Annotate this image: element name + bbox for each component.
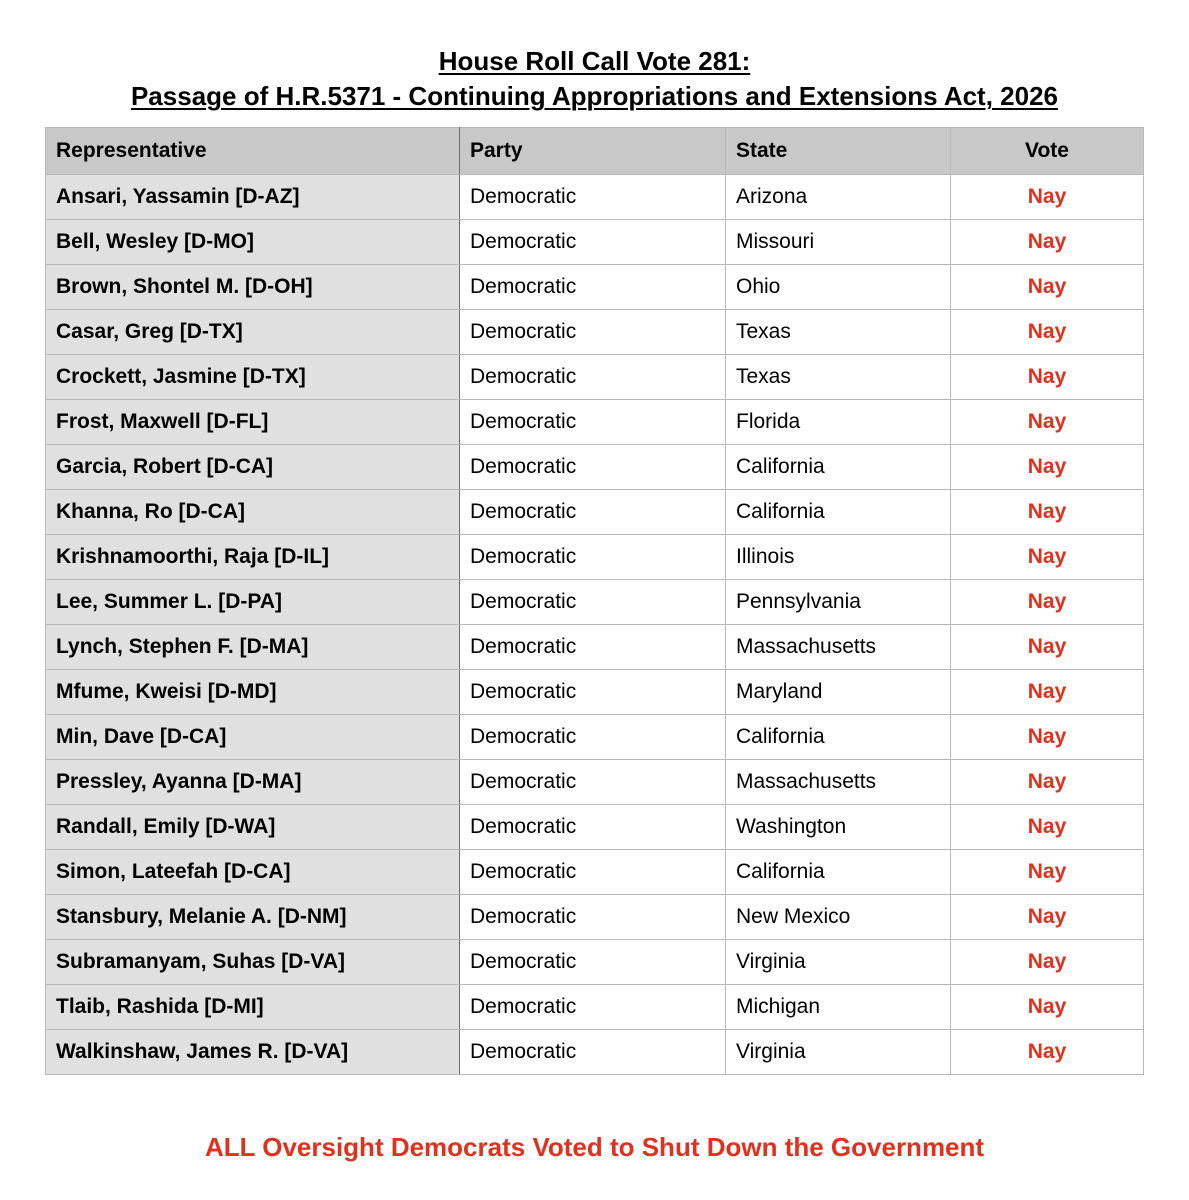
table-row (46, 760, 1144, 805)
footer-callout: ALL Oversight Democrats Voted to Shut Down the Government (204, 1132, 985, 1162)
vote-cell: Nay (951, 760, 1144, 805)
vote-cell: Nay (951, 670, 1144, 715)
party-cell: Democratic (460, 760, 726, 805)
party-cell: Democratic (460, 895, 726, 940)
party-cell: Democratic (460, 850, 726, 895)
table-row (46, 670, 1144, 715)
state-cell: Illinois (726, 535, 951, 580)
state-cell: New Mexico (726, 895, 951, 940)
page-title-line1: House Roll Call Vote 281: (438, 46, 751, 76)
vote-cell: Nay (951, 220, 1144, 265)
vote-cell: Nay (951, 355, 1144, 400)
column-header-state: State (726, 128, 951, 175)
representative-cell: Lynch, Stephen F. [D-MA] (46, 625, 460, 670)
vote-cell: Nay (951, 895, 1144, 940)
representative-cell: Frost, Maxwell [D-FL] (46, 400, 460, 445)
table-row (46, 265, 1144, 310)
representative-cell: Walkinshaw, James R. [D-VA] (46, 1030, 460, 1075)
representative-cell: Garcia, Robert [D-CA] (46, 445, 460, 490)
state-cell: Florida (726, 400, 951, 445)
state-cell: Washington (726, 805, 951, 850)
vote-cell: Nay (951, 805, 1144, 850)
vote-cell: Nay (951, 850, 1144, 895)
state-cell: Massachusetts (726, 760, 951, 805)
party-cell: Democratic (460, 400, 726, 445)
vote-cell: Nay (951, 535, 1144, 580)
state-cell: California (726, 490, 951, 535)
vote-cell: Nay (951, 310, 1144, 355)
representative-cell: Ansari, Yassamin [D-AZ] (46, 175, 460, 220)
party-cell: Democratic (460, 625, 726, 670)
representative-cell: Subramanyam, Suhas [D-VA] (46, 940, 460, 985)
vote-cell: Nay (951, 490, 1144, 535)
header-row (46, 128, 1144, 175)
representative-cell: Khanna, Ro [D-CA] (46, 490, 460, 535)
table-row (46, 535, 1144, 580)
table-row (46, 940, 1144, 985)
representative-cell: Lee, Summer L. [D-PA] (46, 580, 460, 625)
table-row (46, 895, 1144, 940)
party-cell: Democratic (460, 940, 726, 985)
party-cell: Democratic (460, 1030, 726, 1075)
state-cell: Texas (726, 355, 951, 400)
state-cell: California (726, 445, 951, 490)
table-row (46, 445, 1144, 490)
representative-cell: Mfume, Kweisi [D-MD] (46, 670, 460, 715)
vote-cell: Nay (951, 715, 1144, 760)
vote-cell: Nay (951, 445, 1144, 490)
table-row (46, 625, 1144, 670)
representative-cell: Tlaib, Rashida [D-MI] (46, 985, 460, 1030)
party-cell: Democratic (460, 670, 726, 715)
column-header-vote: Vote (951, 128, 1144, 175)
state-cell: California (726, 850, 951, 895)
representative-cell: Simon, Lateefah [D-CA] (46, 850, 460, 895)
column-header-party: Party (460, 128, 726, 175)
representative-cell: Brown, Shontel M. [D-OH] (46, 265, 460, 310)
table-body (46, 175, 1144, 1075)
party-cell: Democratic (460, 805, 726, 850)
table-header (46, 128, 1144, 175)
roll-call-table (45, 127, 1144, 1075)
party-cell: Democratic (460, 220, 726, 265)
vote-cell: Nay (951, 400, 1144, 445)
table-row (46, 1030, 1144, 1075)
representative-cell: Krishnamoorthi, Raja [D-IL] (46, 535, 460, 580)
state-cell: Texas (726, 310, 951, 355)
state-cell: Arizona (726, 175, 951, 220)
table-row (46, 490, 1144, 535)
vote-cell: Nay (951, 625, 1144, 670)
state-cell: Maryland (726, 670, 951, 715)
vote-cell: Nay (951, 940, 1144, 985)
party-cell: Democratic (460, 265, 726, 310)
state-cell: Ohio (726, 265, 951, 310)
table-row (46, 805, 1144, 850)
vote-cell: Nay (951, 985, 1144, 1030)
representative-cell: Randall, Emily [D-WA] (46, 805, 460, 850)
representative-cell: Bell, Wesley [D-MO] (46, 220, 460, 265)
party-cell: Democratic (460, 580, 726, 625)
party-cell: Democratic (460, 490, 726, 535)
table-row (46, 175, 1144, 220)
party-cell: Democratic (460, 715, 726, 760)
vote-cell: Nay (951, 265, 1144, 310)
state-cell: Massachusetts (726, 625, 951, 670)
vote-cell: Nay (951, 1030, 1144, 1075)
state-cell: Pennsylvania (726, 580, 951, 625)
table-row (46, 355, 1144, 400)
party-cell: Democratic (460, 985, 726, 1030)
table-row (46, 580, 1144, 625)
party-cell: Democratic (460, 445, 726, 490)
table-row (46, 220, 1144, 265)
state-cell: Virginia (726, 1030, 951, 1075)
state-cell: Michigan (726, 985, 951, 1030)
state-cell: Virginia (726, 940, 951, 985)
party-cell: Democratic (460, 535, 726, 580)
state-cell: California (726, 715, 951, 760)
vote-cell: Nay (951, 580, 1144, 625)
table-row (46, 400, 1144, 445)
representative-cell: Casar, Greg [D-TX] (46, 310, 460, 355)
party-cell: Democratic (460, 310, 726, 355)
table-row (46, 850, 1144, 895)
representative-cell: Crockett, Jasmine [D-TX] (46, 355, 460, 400)
table-row (46, 985, 1144, 1030)
page-title-line2: Passage of H.R.5371 - Continuing Appropriations and Extensions Act, 2026 (130, 81, 1059, 111)
vote-cell: Nay (951, 175, 1144, 220)
table-row (46, 715, 1144, 760)
representative-cell: Stansbury, Melanie A. [D-NM] (46, 895, 460, 940)
table-row (46, 310, 1144, 355)
representative-cell: Pressley, Ayanna [D-MA] (46, 760, 460, 805)
state-cell: Missouri (726, 220, 951, 265)
party-cell: Democratic (460, 175, 726, 220)
representative-cell: Min, Dave [D-CA] (46, 715, 460, 760)
column-header-representative: Representative (46, 128, 460, 175)
party-cell: Democratic (460, 355, 726, 400)
